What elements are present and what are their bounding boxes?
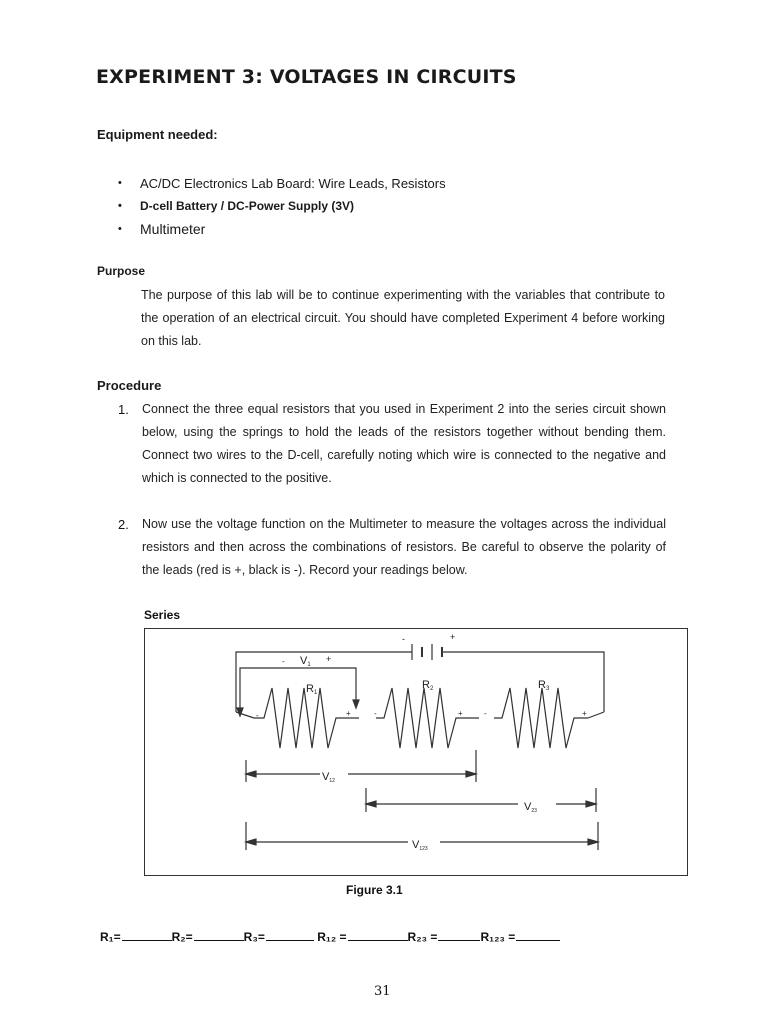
page-title: EXPERIMENT 3: VOLTAGES IN CIRCUITS — [96, 66, 517, 88]
r2-plus-sign: + — [458, 709, 463, 718]
purpose-text: The purpose of this lab will be to continue experimenting with the variables that contribute to the operation of an electrical circuit. You should have completed Experiment 4 before working on this lab. — [141, 288, 665, 348]
v123-arrow — [588, 839, 598, 845]
r123-blank[interactable] — [516, 930, 560, 941]
r3-blank[interactable] — [266, 930, 314, 941]
r1-blank[interactable] — [122, 930, 172, 941]
battery-plus-sign: + — [450, 632, 456, 642]
equipment-list — [118, 172, 446, 241]
series-label: Series — [144, 608, 181, 622]
equipment-heading: Equipment needed: — [97, 127, 218, 142]
resistor-r3 — [494, 688, 588, 748]
v12-label: V12 — [322, 771, 335, 784]
r123-label: R₁₂₃ = — [480, 930, 516, 944]
r3-label: R₃= — [243, 930, 265, 944]
resistance-record-row — [100, 930, 560, 944]
figure-caption: Figure 3.1 — [346, 883, 403, 897]
r3-label: R3 — [538, 679, 550, 692]
v23-arrow — [586, 801, 596, 807]
r2-blank[interactable] — [194, 930, 244, 941]
step-text: Connect the three equal resistors that you used in Experiment 2 into the series circuit shown below, using the springs to hold the leads of the resistors together without bending them. Connect two wires to the D-cell, carefully noting which wire is connected to the negative and which is connected to the positive. — [142, 402, 666, 485]
step-number: 2. — [118, 517, 129, 532]
r1-minus-sign: - — [256, 711, 259, 720]
resistor-r1 — [254, 688, 359, 748]
resistor-r2 — [376, 688, 479, 748]
v1-arrow — [237, 708, 243, 716]
r3-minus-sign: - — [484, 709, 487, 718]
r3-plus-sign: + — [582, 709, 587, 718]
r23-blank[interactable] — [438, 930, 480, 941]
circuit-wire — [442, 652, 604, 712]
r2-label: R2 — [422, 679, 434, 692]
r23-label: R₂₃ = — [407, 930, 438, 944]
r1-plus-sign: + — [346, 709, 351, 718]
r1-label: R1 — [306, 683, 318, 696]
r2-label: R₂= — [171, 930, 193, 944]
v23-label: V23 — [524, 801, 537, 814]
procedure-heading: Procedure — [97, 378, 162, 393]
step-number: 1. — [118, 402, 129, 417]
v123-label: V123 — [412, 839, 428, 852]
battery-minus-sign: - — [402, 634, 405, 644]
equipment-item: • D-cell Battery / DC-Power Supply (3V) — [118, 195, 446, 218]
v12-arrow — [466, 771, 476, 777]
equipment-item: • AC/DC Electronics Lab Board: Wire Leads, Resistors — [118, 172, 446, 195]
v1-lead — [240, 668, 356, 712]
series-circuit-diagram — [144, 628, 688, 876]
page-number: 31 — [374, 984, 391, 999]
r1-label: R₁= — [100, 930, 121, 944]
r2-minus-sign: - — [374, 709, 377, 718]
circuit-wire — [236, 652, 412, 712]
circuit-wire — [588, 712, 604, 718]
v1-arrow — [353, 700, 359, 708]
equipment-item: • Multimeter — [118, 218, 446, 241]
purpose-heading: Purpose — [97, 264, 146, 278]
r12-label: R₁₂ = — [317, 930, 347, 944]
v12-arrow — [246, 771, 256, 777]
v123-arrow — [246, 839, 256, 845]
v23-arrow — [366, 801, 376, 807]
v1-minus-sign: - — [282, 657, 285, 666]
v1-plus-sign: + — [326, 654, 332, 664]
r12-blank[interactable] — [348, 930, 408, 941]
step-text: Now use the voltage function on the Multimeter to measure the voltages across the individual resistors and then across the combinations of resistors. Be careful to observe the polarity of the leads (red is +, black is -). Record your readings below. — [142, 517, 666, 577]
v1-label: V1 — [300, 655, 311, 668]
